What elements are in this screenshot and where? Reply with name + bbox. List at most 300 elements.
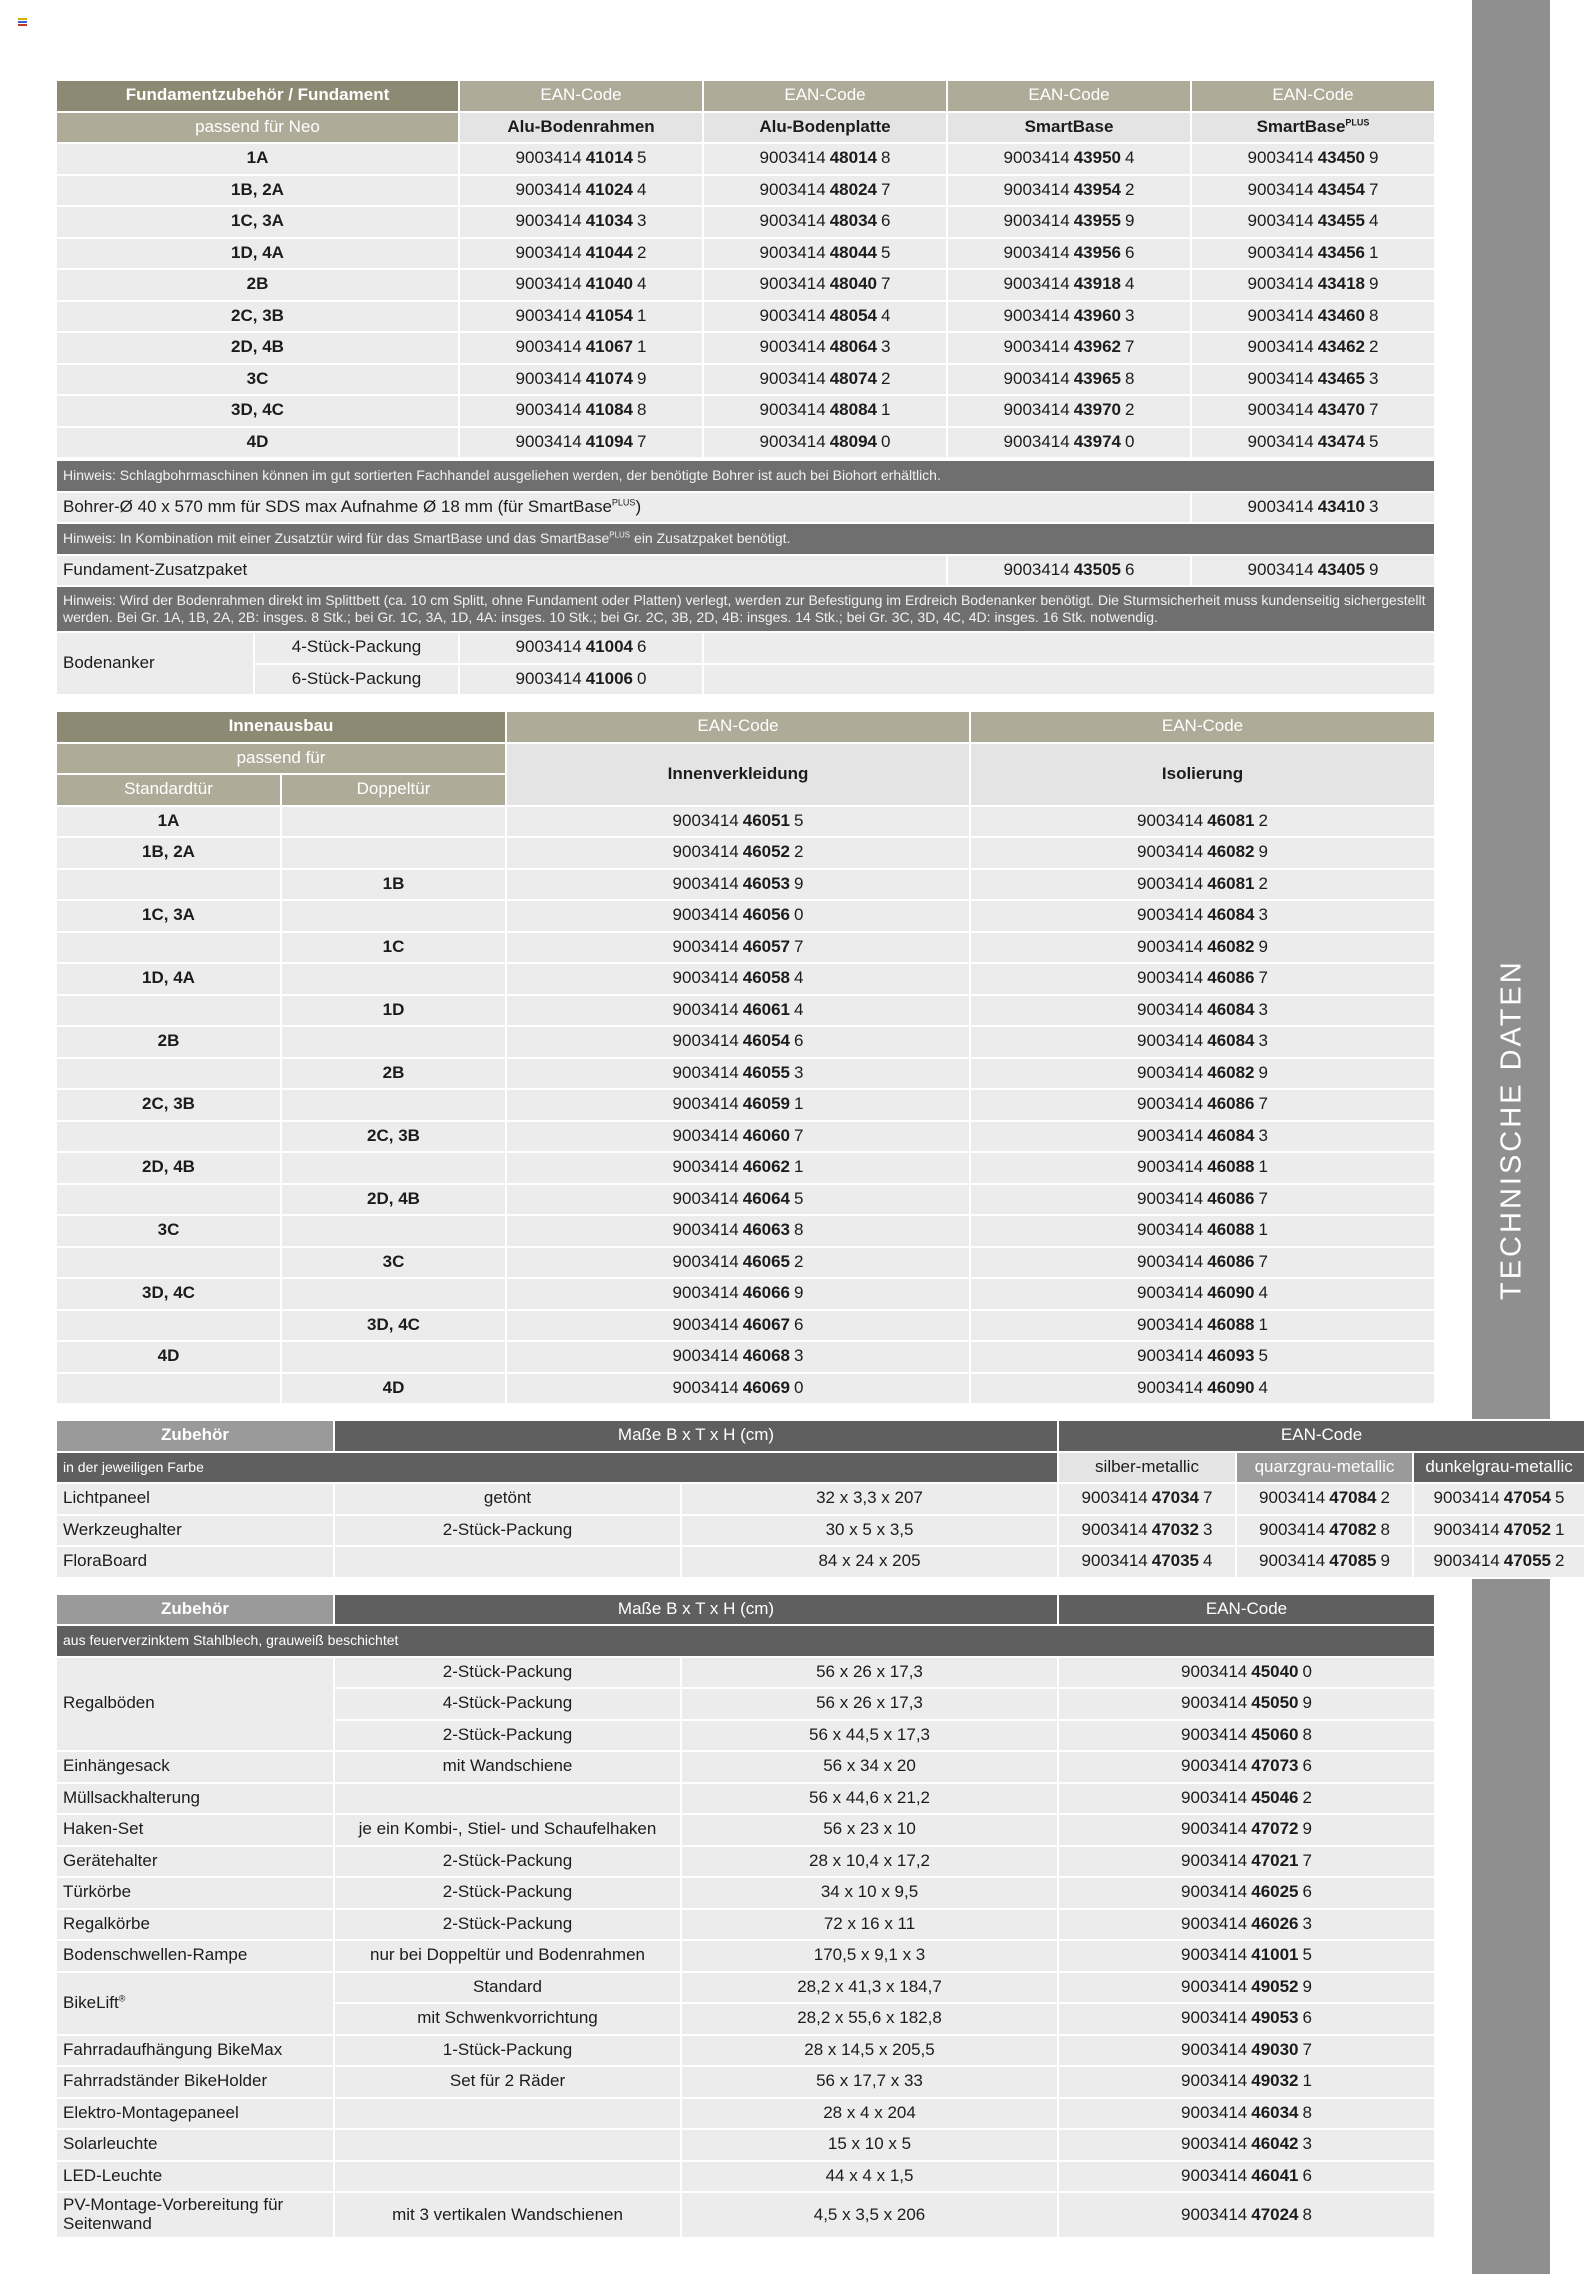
doppeltuer-size: 1C <box>281 932 506 964</box>
standardtuer-size <box>56 1184 281 1216</box>
ean-cell: 9003414 46069 0 <box>506 1373 970 1405</box>
ean-header: EAN-Code <box>1191 80 1435 112</box>
bodenanker-ean: 9003414 41006 0 <box>459 664 703 696</box>
table-row <box>56 2035 1435 2067</box>
standardtuer-size <box>56 1310 281 1342</box>
table-row <box>56 1814 1435 1846</box>
product-name: Regalböden <box>56 1657 334 1752</box>
table-row <box>56 175 1435 207</box>
col-smartbase: SmartBase <box>947 112 1191 144</box>
product-masse: 56 x 17,7 x 33 <box>681 2066 1058 2098</box>
table-row <box>56 1247 1435 1279</box>
ean-cell: 9003414 47024 8 <box>1058 2192 1435 2238</box>
ean-cell: 9003414 48024 7 <box>703 175 947 207</box>
product-desc: nur bei Doppeltür und Bodenrahmen <box>334 1940 681 1972</box>
ean-cell: 9003414 41054 1 <box>459 301 703 333</box>
ean-cell: 9003414 46082 9 <box>970 1058 1435 1090</box>
fundament-table <box>55 79 1436 459</box>
doppeltuer-size <box>281 1026 506 1058</box>
ean-cell: 9003414 46057 7 <box>506 932 970 964</box>
product-desc <box>334 2098 681 2130</box>
ean-cell: 9003414 43956 6 <box>947 238 1191 270</box>
table-row <box>56 1373 1435 1405</box>
ean-cell: 9003414 47035 4 <box>1058 1546 1236 1578</box>
ean-cell: 9003414 41094 7 <box>459 427 703 459</box>
zusatzpaket-ean-smartbase: 9003414 43505 6 <box>947 555 1191 587</box>
ean-cell: 9003414 46093 5 <box>970 1341 1435 1373</box>
standardtuer-size <box>56 1058 281 1090</box>
doppeltuer-size <box>281 1278 506 1310</box>
bohrer-ean: 9003414 43410 3 <box>1191 492 1435 524</box>
product-desc: 2-Stück-Packung <box>334 1909 681 1941</box>
ean-cell: 9003414 41001 5 <box>1058 1940 1435 1972</box>
ean-cell: 9003414 41044 2 <box>459 238 703 270</box>
product-desc <box>334 2161 681 2193</box>
ean-header: EAN-Code <box>703 80 947 112</box>
standardtuer-size: 2D, 4B <box>56 1152 281 1184</box>
fundament-title: Fundamentzubehör / Fundament <box>56 80 459 112</box>
ean-cell: 9003414 49032 1 <box>1058 2066 1435 2098</box>
hinweis-bodenanker: Hinweis: Wird der Bodenrahmen direkt im Splittbett (ca. 10 cm Splitt, ohne Fundament oder Platten) verlegt, werden zur Befestigung im Erdreich Bodenanker benötigt. Die Sturmsicherheit muss kundenseitig sichergestellt werden. Bei Gr. 1A, 1B, 2A, 2B: insges. 8 Stk.; bei Gr. 1C, 3A, 1D, 4A: insges. 10 Stk.; bei Gr. 2C, 3B, 2D, 4B: insges. 14 Stk.; bei Gr. 3C, 3D, 4C, 4D: insges. 16 Stk. notwendig. <box>56 586 1435 632</box>
col-isolierung: Isolierung <box>970 743 1435 806</box>
table-row <box>56 963 1435 995</box>
table-row <box>56 1515 1585 1547</box>
standardtuer-size: 1C, 3A <box>56 900 281 932</box>
ean-cell: 9003414 46042 3 <box>1058 2129 1435 2161</box>
doppeltuer-size: 2D, 4B <box>281 1184 506 1216</box>
ean-cell: 9003414 43918 4 <box>947 269 1191 301</box>
product-name: Gerätehalter <box>56 1846 334 1878</box>
product-masse: 28 x 4 x 204 <box>681 2098 1058 2130</box>
table-row <box>56 238 1435 270</box>
ean-cell: 9003414 49052 9 <box>1058 1972 1435 2004</box>
doppeltuer-size <box>281 1215 506 1247</box>
ean-cell: 9003414 43965 8 <box>947 364 1191 396</box>
passend-neo: passend für Neo <box>56 112 459 144</box>
ean-cell: 9003414 43454 7 <box>1191 175 1435 207</box>
table-row <box>56 1877 1435 1909</box>
standardtuer-size: 3D, 4C <box>56 1278 281 1310</box>
table-row <box>56 1026 1435 1058</box>
product-name: Fahrradständer BikeHolder <box>56 2066 334 2098</box>
table-row <box>56 1751 1435 1783</box>
ean-cell: 9003414 46086 7 <box>970 1184 1435 1216</box>
table-row <box>56 2066 1435 2098</box>
table-row <box>56 1657 1435 1689</box>
size-cell: 3D, 4C <box>56 395 459 427</box>
product-masse: 170,5 x 9,1 x 3 <box>681 1940 1058 1972</box>
ean-cell: 9003414 47032 3 <box>1058 1515 1236 1547</box>
ean-cell: 9003414 46090 4 <box>970 1278 1435 1310</box>
bodenanker-ean: 9003414 41004 6 <box>459 632 703 664</box>
zubehoer-title: Zubehör <box>56 1594 334 1626</box>
standardtuer-size: 3C <box>56 1215 281 1247</box>
col-standardtuer: Standardtür <box>56 774 281 806</box>
product-desc <box>334 1546 681 1578</box>
table-row <box>56 2192 1435 2238</box>
ean-cell: 9003414 48014 8 <box>703 143 947 175</box>
table-row <box>56 1121 1435 1153</box>
ean-cell: 9003414 43455 4 <box>1191 206 1435 238</box>
product-masse: 72 x 16 x 11 <box>681 1909 1058 1941</box>
standardtuer-size <box>56 869 281 901</box>
product-desc: je ein Kombi-, Stiel- und Schaufelhaken <box>334 1814 681 1846</box>
product-name: Bodenschwellen-Rampe <box>56 1940 334 1972</box>
ean-cell: 9003414 46081 2 <box>970 806 1435 838</box>
product-name: Haken-Set <box>56 1814 334 1846</box>
ean-cell: 9003414 46058 4 <box>506 963 970 995</box>
ean-cell: 9003414 43465 3 <box>1191 364 1435 396</box>
table-row <box>56 1341 1435 1373</box>
bodenanker-pack: 4-Stück-Packung <box>254 632 459 664</box>
ean-cell: 9003414 48084 1 <box>703 395 947 427</box>
table-row <box>56 900 1435 932</box>
table-row <box>56 1058 1435 1090</box>
product-masse: 34 x 10 x 9,5 <box>681 1877 1058 1909</box>
doppeltuer-size: 3D, 4C <box>281 1310 506 1342</box>
ean-cell: 9003414 46088 1 <box>970 1310 1435 1342</box>
doppeltuer-size: 3C <box>281 1247 506 1279</box>
ean-cell: 9003414 46086 7 <box>970 963 1435 995</box>
ean-header: EAN-Code <box>970 711 1435 743</box>
product-masse: 4,5 x 3,5 x 206 <box>681 2192 1058 2238</box>
ean-cell: 9003414 43960 3 <box>947 301 1191 333</box>
ean-cell: 9003414 49030 7 <box>1058 2035 1435 2067</box>
ean-cell: 9003414 46068 3 <box>506 1341 970 1373</box>
ean-cell: 9003414 46063 8 <box>506 1215 970 1247</box>
ean-cell: 9003414 47084 2 <box>1236 1483 1413 1515</box>
ean-cell: 9003414 46052 2 <box>506 837 970 869</box>
farbe-hinweis: in der jeweiligen Farbe <box>56 1452 1058 1484</box>
ean-cell: 9003414 41040 4 <box>459 269 703 301</box>
ean-cell: 9003414 45060 8 <box>1058 1720 1435 1752</box>
ean-cell: 9003414 43955 9 <box>947 206 1191 238</box>
material-hinweis: aus feuerverzinktem Stahlblech, grauweiß beschichtet <box>56 1625 1435 1657</box>
table-row <box>56 301 1435 333</box>
product-masse: 56 x 34 x 20 <box>681 1751 1058 1783</box>
ean-cell: 9003414 46067 6 <box>506 1310 970 1342</box>
standardtuer-size: 2B <box>56 1026 281 1058</box>
masse-header: Maße B x T x H (cm) <box>334 1420 1058 1452</box>
product-masse: 56 x 44,6 x 21,2 <box>681 1783 1058 1815</box>
table-row <box>56 1215 1435 1247</box>
ean-cell: 9003414 43954 2 <box>947 175 1191 207</box>
ean-cell: 9003414 47021 7 <box>1058 1846 1435 1878</box>
ean-cell: 9003414 46084 3 <box>970 995 1435 1027</box>
ean-cell: 9003414 46055 3 <box>506 1058 970 1090</box>
product-name: Türkörbe <box>56 1877 334 1909</box>
product-desc: 4-Stück-Packung <box>334 1688 681 1720</box>
table-row <box>56 1940 1435 1972</box>
product-desc: getönt <box>334 1483 681 1515</box>
col-doppeltuer: Doppeltür <box>281 774 506 806</box>
standardtuer-size: 1D, 4A <box>56 963 281 995</box>
ean-cell: 9003414 47073 6 <box>1058 1751 1435 1783</box>
product-desc: 1-Stück-Packung <box>334 2035 681 2067</box>
product-masse: 56 x 26 x 17,3 <box>681 1657 1058 1689</box>
table-row <box>56 995 1435 1027</box>
size-cell: 1A <box>56 143 459 175</box>
product-name: Fahrradaufhängung BikeMax <box>56 2035 334 2067</box>
table-row <box>56 1483 1585 1515</box>
zubehoer-title: Zubehör <box>56 1420 334 1452</box>
ean-cell: 9003414 43456 1 <box>1191 238 1435 270</box>
table-row <box>56 1152 1435 1184</box>
product-name: Werkzeughalter <box>56 1515 334 1547</box>
table-row <box>56 332 1435 364</box>
table-row <box>56 143 1435 175</box>
table-row <box>56 1846 1435 1878</box>
product-name: LED-Leuchte <box>56 2161 334 2193</box>
product-masse: 28 x 14,5 x 205,5 <box>681 2035 1058 2067</box>
product-masse: 30 x 5 x 3,5 <box>681 1515 1058 1547</box>
table-row <box>56 2098 1435 2130</box>
zubehoer-farbe-table <box>55 1419 1586 1579</box>
product-desc <box>334 2129 681 2161</box>
doppeltuer-size <box>281 837 506 869</box>
doppeltuer-size: 4D <box>281 1373 506 1405</box>
table-row <box>56 1089 1435 1121</box>
ean-cell: 9003414 46041 6 <box>1058 2161 1435 2193</box>
ean-header: EAN-Code <box>506 711 970 743</box>
fundament-extra-table <box>55 459 1436 696</box>
ean-cell: 9003414 43950 4 <box>947 143 1191 175</box>
ean-cell: 9003414 46084 3 <box>970 1026 1435 1058</box>
ean-cell: 9003414 45046 2 <box>1058 1783 1435 1815</box>
ean-cell: 9003414 49053 6 <box>1058 2003 1435 2035</box>
table-row <box>56 869 1435 901</box>
product-masse: 56 x 26 x 17,3 <box>681 1688 1058 1720</box>
ean-cell: 9003414 41074 9 <box>459 364 703 396</box>
product-name: Lichtpaneel <box>56 1483 334 1515</box>
bodenanker-pack: 6-Stück-Packung <box>254 664 459 696</box>
ean-cell: 9003414 46059 1 <box>506 1089 970 1121</box>
ean-cell: 9003414 47052 1 <box>1413 1515 1585 1547</box>
ean-cell: 9003414 46026 3 <box>1058 1909 1435 1941</box>
ean-cell: 9003414 46061 4 <box>506 995 970 1027</box>
ean-cell: 9003414 46082 9 <box>970 837 1435 869</box>
ean-cell: 9003414 46054 6 <box>506 1026 970 1058</box>
col-alu-bodenplatte: Alu-Bodenplatte <box>703 112 947 144</box>
product-masse: 28,2 x 55,6 x 182,8 <box>681 2003 1058 2035</box>
size-cell: 2B <box>56 269 459 301</box>
product-masse: 15 x 10 x 5 <box>681 2129 1058 2161</box>
standardtuer-size <box>56 995 281 1027</box>
ean-cell: 9003414 47085 9 <box>1236 1546 1413 1578</box>
standardtuer-size <box>56 1373 281 1405</box>
ean-cell: 9003414 43962 7 <box>947 332 1191 364</box>
size-cell: 4D <box>56 427 459 459</box>
product-name: BikeLift® <box>56 1972 334 2035</box>
ean-cell: 9003414 46088 1 <box>970 1215 1435 1247</box>
size-cell: 1B, 2A <box>56 175 459 207</box>
flag-icon <box>18 18 27 26</box>
ean-cell: 9003414 43470 7 <box>1191 395 1435 427</box>
product-name: Solarleuchte <box>56 2129 334 2161</box>
ean-cell: 9003414 46082 9 <box>970 932 1435 964</box>
hinweis-zusatztuer: Hinweis: In Kombination mit einer Zusatztür wird für das SmartBase und das SmartBase$^{PLUS}$ ein Zusatzpaket benötigt. <box>56 523 1435 555</box>
standardtuer-size: 4D <box>56 1341 281 1373</box>
standardtuer-size: 1B, 2A <box>56 837 281 869</box>
table-row <box>56 837 1435 869</box>
ean-cell: 9003414 48094 0 <box>703 427 947 459</box>
table-row <box>56 1184 1435 1216</box>
col-silber-metallic: silber-metallic <box>1058 1452 1236 1484</box>
ean-cell: 9003414 43462 2 <box>1191 332 1435 364</box>
doppeltuer-size <box>281 1089 506 1121</box>
ean-cell: 9003414 46081 2 <box>970 869 1435 901</box>
hinweis-bohrer: Hinweis: Schlagbohrmaschinen können im gut sortierten Fachhandel ausgeliehen werden, der benötigte Bohrer ist auch bei Biohort erhältlich. <box>56 460 1435 492</box>
product-masse: 56 x 44,5 x 17,3 <box>681 1720 1058 1752</box>
product-desc: 2-Stück-Packung <box>334 1657 681 1689</box>
product-name: FloraBoard <box>56 1546 334 1578</box>
ean-cell: 9003414 46060 7 <box>506 1121 970 1153</box>
ean-cell: 9003414 48034 6 <box>703 206 947 238</box>
product-desc: mit Wandschiene <box>334 1751 681 1783</box>
ean-cell: 9003414 43460 8 <box>1191 301 1435 333</box>
ean-cell: 9003414 47054 5 <box>1413 1483 1585 1515</box>
standardtuer-size: 2C, 3B <box>56 1089 281 1121</box>
ean-cell: 9003414 41067 1 <box>459 332 703 364</box>
ean-header: EAN-Code <box>459 80 703 112</box>
product-masse: 28,2 x 41,3 x 184,7 <box>681 1972 1058 2004</box>
ean-cell: 9003414 45050 9 <box>1058 1688 1435 1720</box>
size-cell: 1D, 4A <box>56 238 459 270</box>
ean-cell: 9003414 47082 8 <box>1236 1515 1413 1547</box>
doppeltuer-size: 1B <box>281 869 506 901</box>
standardtuer-size <box>56 932 281 964</box>
standardtuer-size <box>56 1121 281 1153</box>
doppeltuer-size <box>281 1341 506 1373</box>
ean-cell: 9003414 45040 0 <box>1058 1657 1435 1689</box>
ean-cell: 9003414 41034 3 <box>459 206 703 238</box>
product-desc: mit Schwenkvorrichtung <box>334 2003 681 2035</box>
ean-cell: 9003414 43418 9 <box>1191 269 1435 301</box>
ean-cell: 9003414 48054 4 <box>703 301 947 333</box>
doppeltuer-size: 2B <box>281 1058 506 1090</box>
ean-cell: 9003414 43450 9 <box>1191 143 1435 175</box>
product-masse: 32 x 3,3 x 207 <box>681 1483 1058 1515</box>
innenausbau-title: Innenausbau <box>56 711 506 743</box>
doppeltuer-size <box>281 900 506 932</box>
ean-cell: 9003414 46051 5 <box>506 806 970 838</box>
ean-header: EAN-Code <box>947 80 1191 112</box>
ean-cell: 9003414 46064 5 <box>506 1184 970 1216</box>
product-masse: 84 x 24 x 205 <box>681 1546 1058 1578</box>
doppeltuer-size: 2C, 3B <box>281 1121 506 1153</box>
product-name: PV-Montage-Vorbereitung für Seitenwand <box>56 2192 334 2238</box>
ean-cell: 9003414 46056 0 <box>506 900 970 932</box>
product-desc: Standard <box>334 1972 681 2004</box>
size-cell: 2C, 3B <box>56 301 459 333</box>
product-name: Elektro-Montagepaneel <box>56 2098 334 2130</box>
product-desc <box>334 1783 681 1815</box>
ean-cell: 9003414 48044 5 <box>703 238 947 270</box>
table-row <box>56 1783 1435 1815</box>
size-cell: 2D, 4B <box>56 332 459 364</box>
col-quarzgrau-metallic: quarzgrau-metallic <box>1236 1452 1413 1484</box>
product-desc: 2-Stück-Packung <box>334 1877 681 1909</box>
ean-cell: 9003414 46065 2 <box>506 1247 970 1279</box>
product-desc: mit 3 vertikalen Wandschienen <box>334 2192 681 2238</box>
ean-cell: 9003414 46090 4 <box>970 1373 1435 1405</box>
product-masse: 44 x 4 x 1,5 <box>681 2161 1058 2193</box>
col-alu-bodenrahmen: Alu-Bodenrahmen <box>459 112 703 144</box>
ean-cell: 9003414 46062 1 <box>506 1152 970 1184</box>
bodenanker-label: Bodenanker <box>56 632 254 695</box>
ean-cell: 9003414 41014 5 <box>459 143 703 175</box>
product-name: Einhängesack <box>56 1751 334 1783</box>
ean-cell: 9003414 46084 3 <box>970 1121 1435 1153</box>
table-row <box>56 395 1435 427</box>
ean-header: EAN-Code <box>1058 1594 1435 1626</box>
product-name: Müllsackhalterung <box>56 1783 334 1815</box>
product-desc: Set für 2 Räder <box>334 2066 681 2098</box>
ean-cell: 9003414 41024 4 <box>459 175 703 207</box>
product-masse: 28 x 10,4 x 17,2 <box>681 1846 1058 1878</box>
ean-cell: 9003414 47072 9 <box>1058 1814 1435 1846</box>
doppeltuer-size <box>281 806 506 838</box>
ean-cell: 9003414 43974 0 <box>947 427 1191 459</box>
ean-cell: 9003414 48064 3 <box>703 332 947 364</box>
table-row <box>56 1972 1435 2004</box>
table-row <box>56 1278 1435 1310</box>
product-name: Regalkörbe <box>56 1909 334 1941</box>
ean-cell: 9003414 41084 8 <box>459 395 703 427</box>
ean-cell: 9003414 46025 6 <box>1058 1877 1435 1909</box>
table-row <box>56 2129 1435 2161</box>
passend-fuer: passend für <box>56 743 506 775</box>
zusatzpaket-ean-smartbase-plus: 9003414 43405 9 <box>1191 555 1435 587</box>
masse-header: Maße B x T x H (cm) <box>334 1594 1058 1626</box>
doppeltuer-size <box>281 1152 506 1184</box>
table-row <box>56 1909 1435 1941</box>
ean-cell: 9003414 46086 7 <box>970 1089 1435 1121</box>
table-row <box>56 2161 1435 2193</box>
ean-cell: 9003414 48040 7 <box>703 269 947 301</box>
table-row <box>56 806 1435 838</box>
doppeltuer-size <box>281 963 506 995</box>
col-innenverkleidung: Innenverkleidung <box>506 743 970 806</box>
sidebar-label: TECHNISCHE DATEN <box>1495 959 1528 1301</box>
size-cell: 1C, 3A <box>56 206 459 238</box>
ean-cell: 9003414 46086 7 <box>970 1247 1435 1279</box>
size-cell: 3C <box>56 364 459 396</box>
product-masse: 56 x 23 x 10 <box>681 1814 1058 1846</box>
ean-cell: 9003414 46084 3 <box>970 900 1435 932</box>
ean-cell: 9003414 43970 2 <box>947 395 1191 427</box>
ean-cell: 9003414 46053 9 <box>506 869 970 901</box>
table-row <box>56 364 1435 396</box>
ean-header: EAN-Code <box>1058 1420 1585 1452</box>
zusatzpaket-label: Fundament-Zusatzpaket <box>56 555 947 587</box>
table-row <box>56 269 1435 301</box>
standardtuer-size: 1A <box>56 806 281 838</box>
table-row <box>56 206 1435 238</box>
ean-cell: 9003414 46066 9 <box>506 1278 970 1310</box>
table-row <box>56 427 1435 459</box>
ean-cell: 9003414 48074 2 <box>703 364 947 396</box>
bohrer-label: Bohrer-Ø 40 x 570 mm für SDS max Aufnahme Ø 18 mm (für SmartBase$^{PLUS}$) <box>56 492 1191 524</box>
product-desc: 2-Stück-Packung <box>334 1846 681 1878</box>
col-dunkelgrau-metallic: dunkelgrau-metallic <box>1413 1452 1585 1484</box>
table-row <box>56 932 1435 964</box>
product-desc: 2-Stück-Packung <box>334 1515 681 1547</box>
innenausbau-table <box>55 710 1436 1405</box>
ean-cell: 9003414 46034 8 <box>1058 2098 1435 2130</box>
zubehoer-stahl-table <box>55 1593 1436 2240</box>
product-desc: 2-Stück-Packung <box>334 1720 681 1752</box>
